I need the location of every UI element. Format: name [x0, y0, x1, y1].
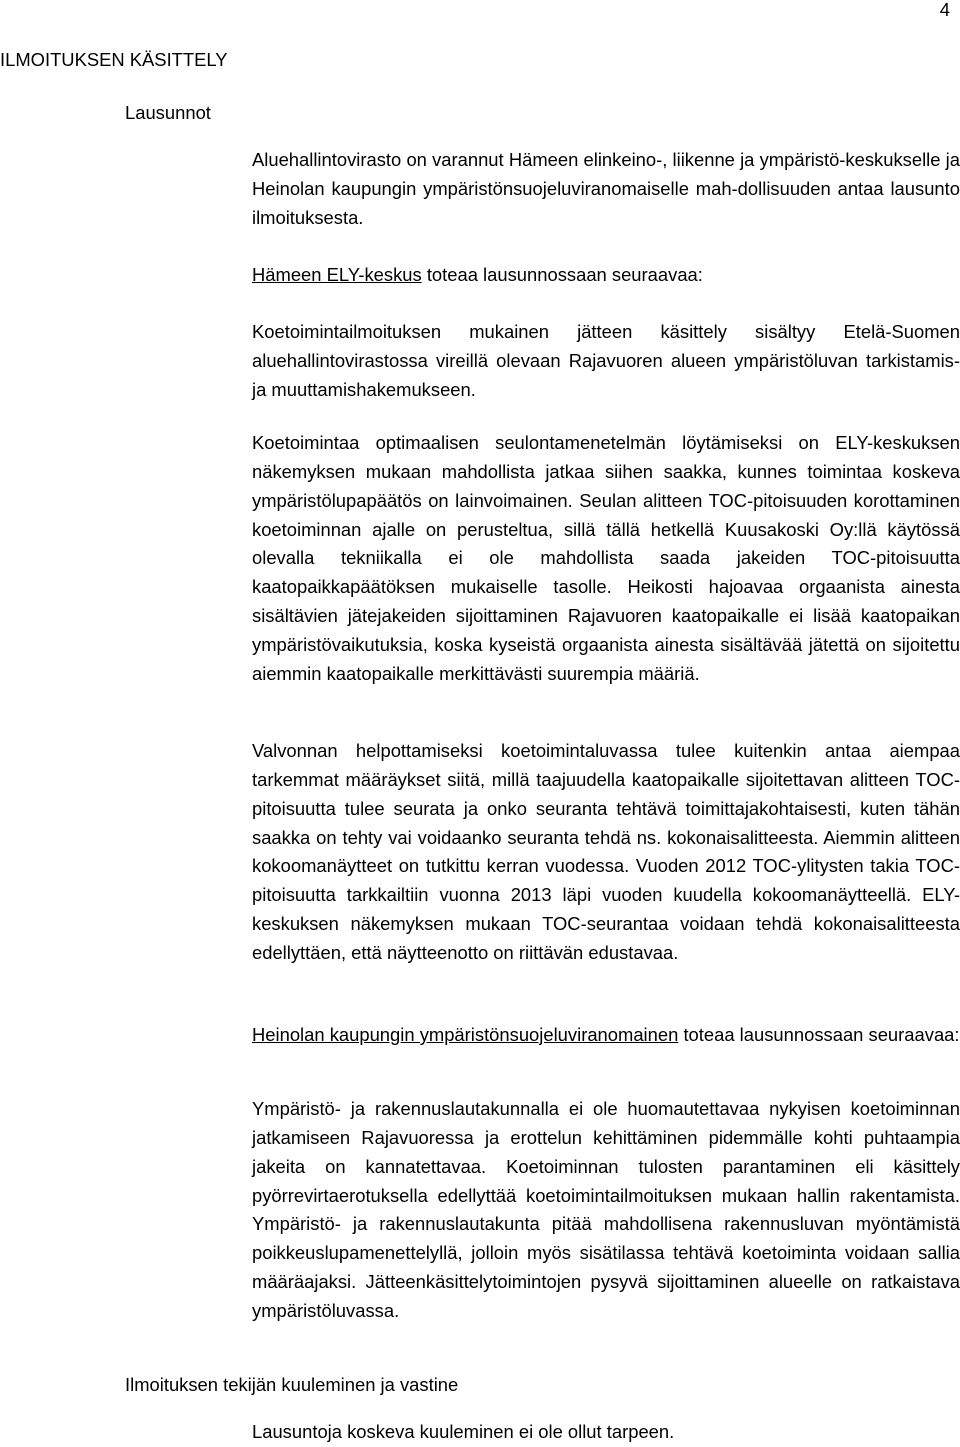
- section-title: ILMOITUKSEN KÄSITTELY: [0, 49, 228, 70]
- paragraph-kuuleminen: Lausuntoja koskeva kuuleminen ei ole ollut tarpeen.: [252, 1421, 675, 1442]
- paragraph-ely-1: Koetoimintailmoituksen mukainen jätteen käsittely sisältyy Etelä-Suomen aluehallintovirastossa vireillä olevaan Rajavuoren alueen ympäristöluvan tarkistamis- ja muuttamishakemukseen.: [252, 321, 960, 400]
- paragraph-ely-lead: [252, 261, 960, 290]
- paragraph-ely-3: Valvonnan helpottamiseksi koetoimintaluvassa tulee kuitenkin antaa aiempaa tarkemmat määräykset siitä, millä taajuudella kaatopaikalle sijoitettavan alitteen TOC-pitoisuutta tulee seurata ja onko seuranta tehtävä toimittajakohtaisesti, kuten tähän saakka on tehty vai voidaanko seuranta tehdä ns. kokonaisalitteesta. Aiemmin alitteen kokoomanäytteet on tutkittu kerran vuodessa. Vuoden 2012 TOC-ylitysten takia TOC-pitoisuutta tarkkailtiin vuonna 2013 läpi vuoden kuudella kokoomanäytteellä. ELY-keskuksen näkemyksen mukaan TOC-seurantaa voidaan tehdä kokonaisalitteesta edellyttäen, että näytteenotto on riittävän edustavaa.: [252, 740, 960, 963]
- heinola-authority-name: Heinolan kaupungin ympäristönsuojeluviranomainen: [252, 1024, 679, 1045]
- ely-lead-text: toteaa lausunnossaan seuraavaa:: [421, 264, 703, 285]
- paragraph-heinola-1: Ympäristö- ja rakennuslautakunnalla ei ole huomautettavaa nykyisen koetoiminnan jatkamiseen Rajavuoressa ja erottelun kehittäminen pidemmälle kohti puhtaampia jakeita on kannatettavaa. Koetoiminnan tulosten parantaminen eli käsittely pyörrevirtaerotuksella edellyttää koetoimintailmoituksen mukaan hallin rakentamista. Ympäristö- ja rakennuslautakunta pitää mahdollisena rakennusluvan myöntämistä poikkeuslupamenettelyllä, jolloin myös sisätilassa tehtävä koetoiminta voidaan sallia määräajaksi. Jätteenkäsittelytoimintojen pysyvä sijoittaminen alueelle on ratkaistava ympäristöluvassa.: [252, 1098, 960, 1321]
- subheading-kuuleminen: Ilmoituksen tekijän kuuleminen ja vastine: [125, 1374, 459, 1395]
- paragraph-heinola-lead: [252, 1021, 960, 1050]
- paragraph-intro: Aluehallintovirasto on varannut Hämeen elinkeino-, liikenne ja ympäristö-keskukselle ja Heinolan kaupungin ympäristönsuojeluviranomaiselle mah-dollisuuden antaa lausunto ilmoituksesta.: [252, 149, 960, 228]
- page-number: 4: [939, 0, 950, 20]
- subheading-lausunnot: Lausunnot: [125, 102, 211, 123]
- heinola-lead-text: toteaa lausunnossaan seuraavaa:: [678, 1024, 960, 1045]
- paragraph-ely-2: Koetoimintaa optimaalisen seulontamenetelmän löytämiseksi on ELY-keskuksen näkemyksen mukaan mahdollista jatkaa siihen saakka, kunnes toimintaa koskeva ympäristölupapäätös on lainvoimainen. Seulan alitteen TOC-pitoisuuden korottaminen koetoiminnan ajalle on perusteltua, sillä tällä hetkellä Kuusakoski Oy:llä käytössä olevalla tekniikalla ei ole mahdollista saada jakeiden TOC-pitoisuutta kaatopaikkapäätöksen mukaiselle tasolle. Heikosti hajoavaa orgaanista ainesta sisältävien jätejakeiden sijoittaminen Rajavuoren kaatopaikalle ei lisää kaatopaikan ympäristövaikutuksia, koska kyseistä orgaanista ainesta sisältävää jätettä on sijoitettu aiemmin kaatopaikalle merkittävästi suurempia määriä.: [252, 432, 960, 684]
- ely-keskus-name: Hämeen ELY-keskus: [252, 264, 422, 285]
